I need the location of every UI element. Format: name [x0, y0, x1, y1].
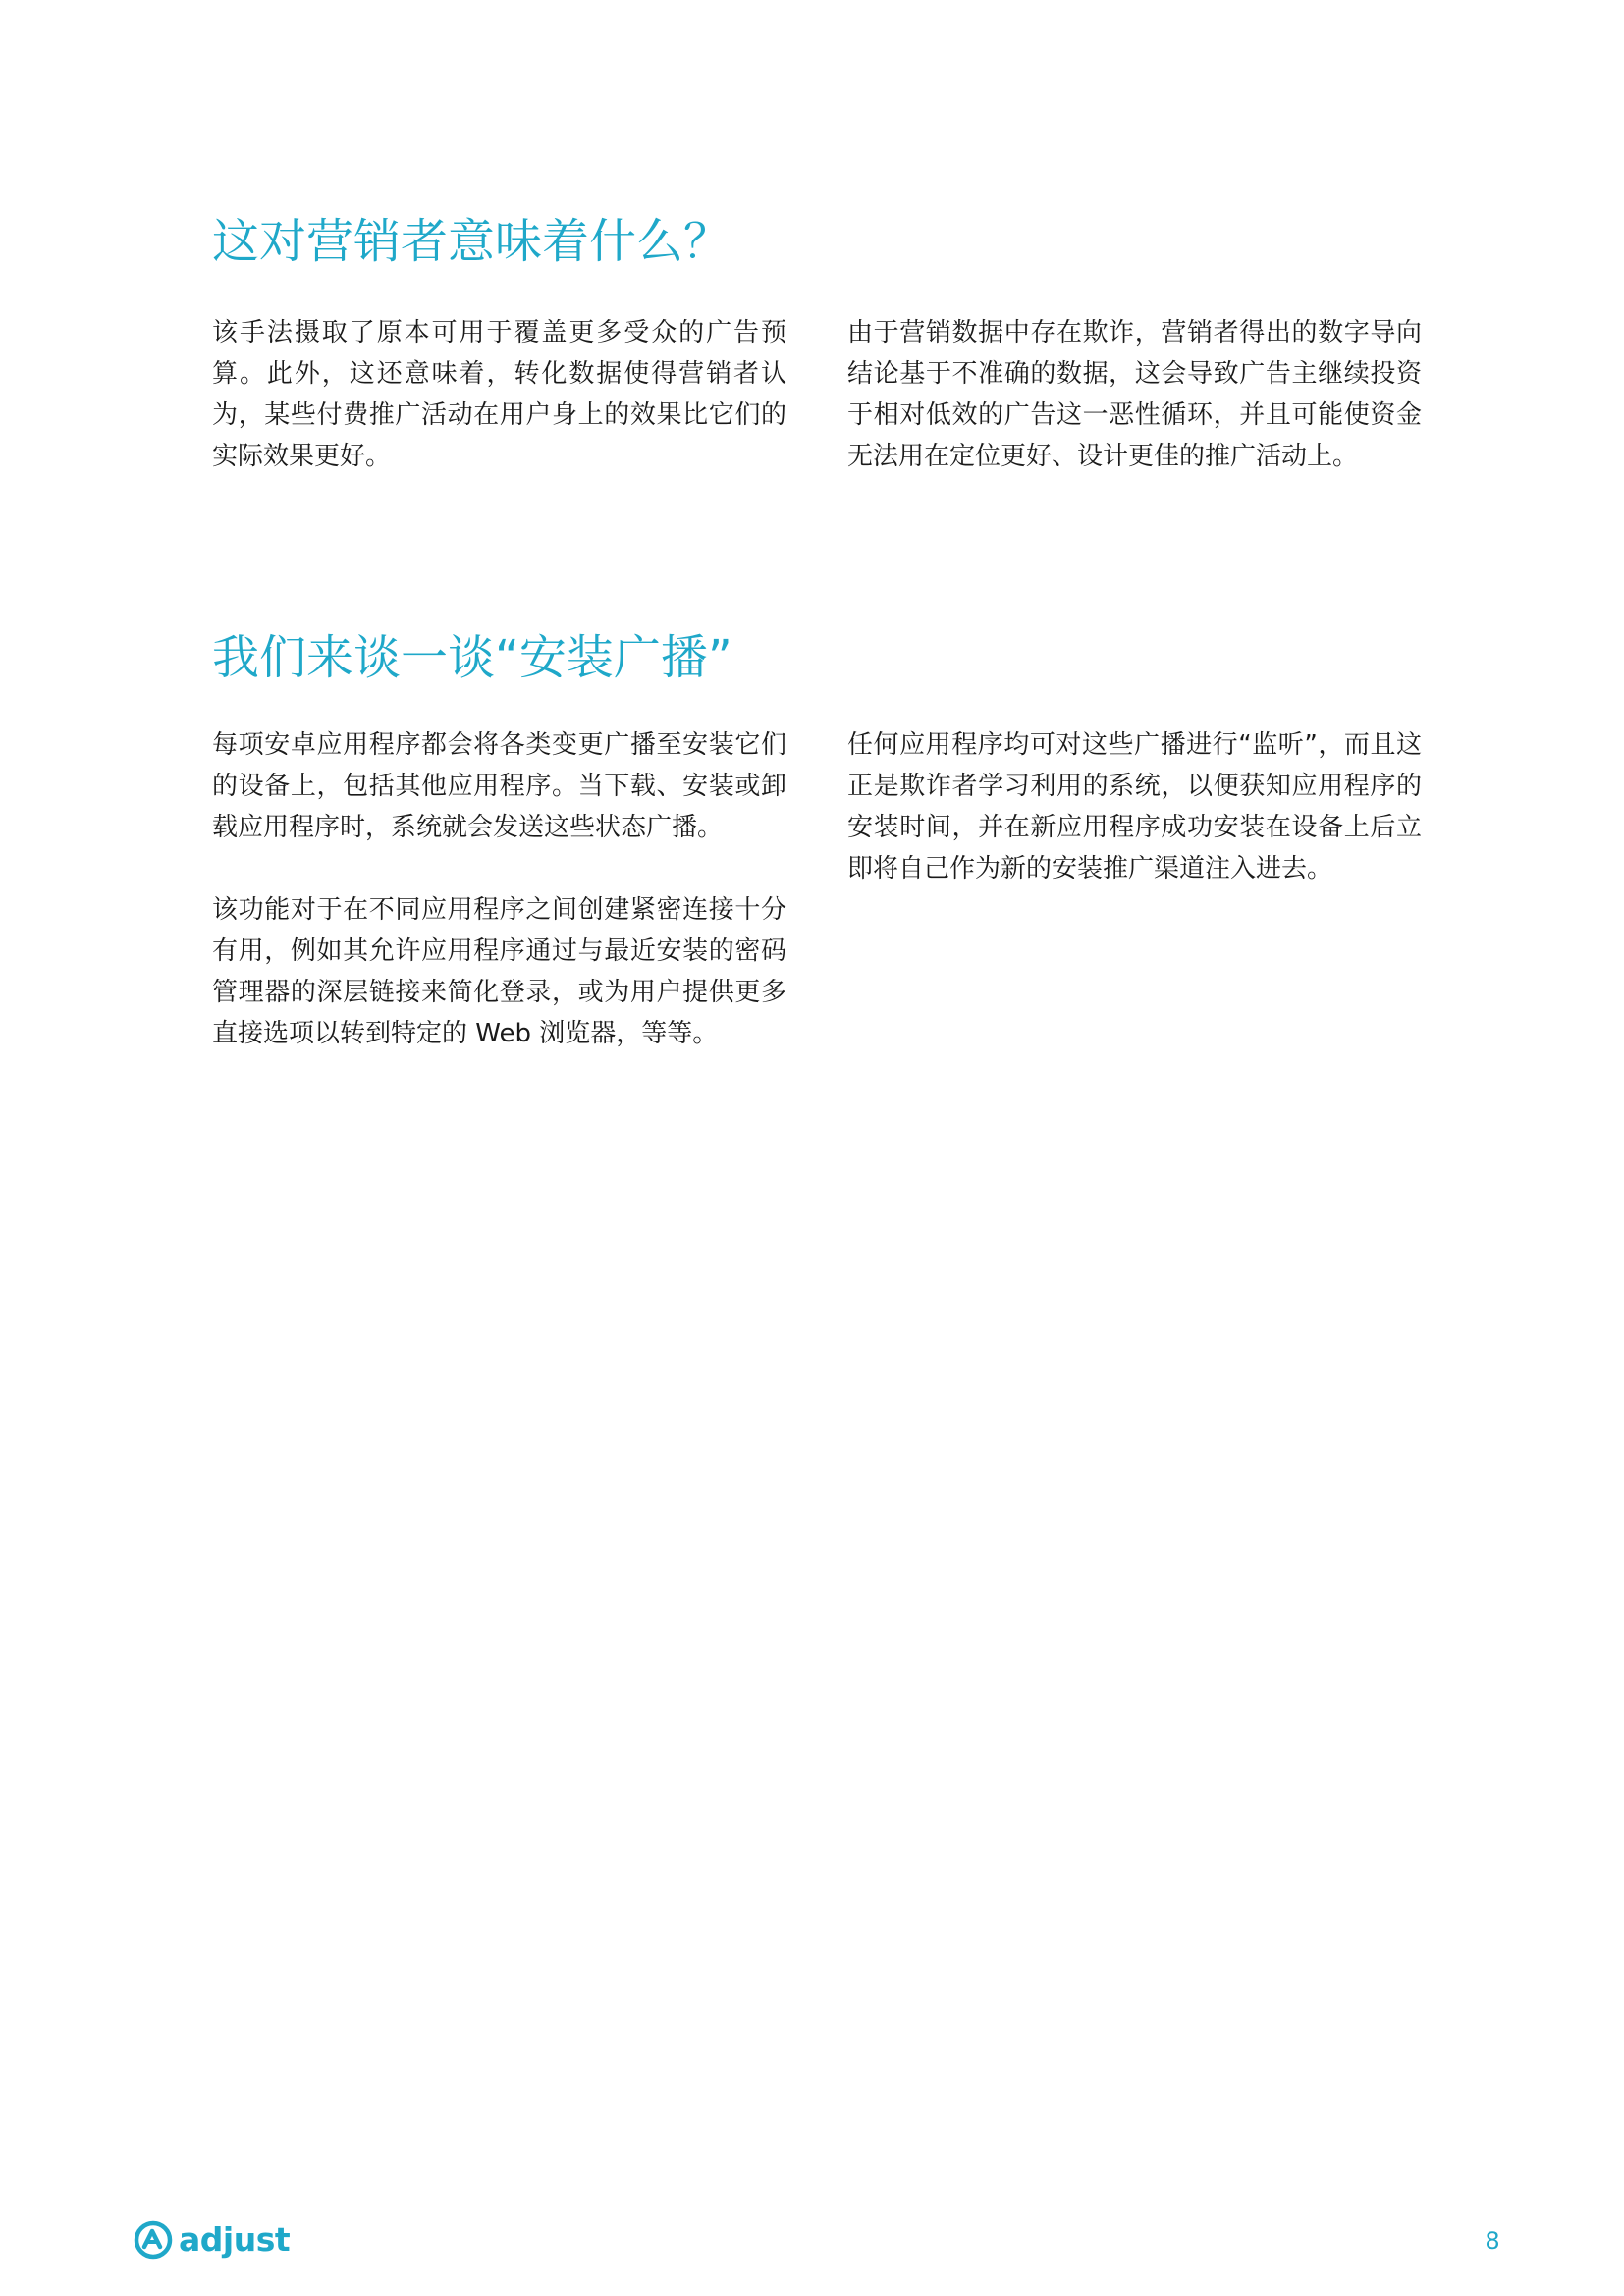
page-number: 8 — [1485, 2227, 1500, 2255]
section-heading-install-broadcast: 我们来谈一谈“安装广播” — [212, 630, 732, 685]
logo-wordmark: adjust — [179, 2220, 291, 2259]
section-1-left-column — [212, 312, 786, 518]
paragraph: 该手法摄取了原本可用于覆盖更多受众的广告预算。此外，这还意味着，转化数据使得营销者认为，某些付费推广活动在用户身上的效果比它们的实际效果更好。 — [212, 318, 786, 471]
adjust-logo-icon — [134, 2220, 173, 2260]
section-heading-marketer-meaning: 这对营销者意味着什么？ — [212, 214, 731, 269]
paragraph: 由于营销数据中存在欺诈，营销者得出的数字导向结论基于不准确的数据，这会导致广告主继续投资于相对低效的广告这一恶性循环，并且可能使资金无法用在定位更好、设计更佳的推广活动上。 — [847, 318, 1422, 471]
section-1-right-column — [847, 312, 1422, 518]
section-2-right-column — [847, 724, 1422, 931]
paragraph: 每项安卓应用程序都会将各类变更广播至安装它们的设备上，包括其他应用程序。当下载、安装或卸载应用程序时，系统就会发送这些状态广播。 — [212, 730, 786, 842]
section-2-left-column — [212, 724, 786, 1095]
paragraph: 该功能对于在不同应用程序之间创建紧密连接十分有用，例如其允许应用程序通过与最近安装的密码管理器的深层链接来简化登录，或为用户提供更多直接选项以转到特定的 Web 浏览器，等等。 — [212, 895, 786, 1048]
adjust-logo — [134, 2216, 290, 2264]
paragraph: 任何应用程序均可对这些广播进行“监听”，而且这正是欺诈者学习利用的系统，以便获知应用程序的安装时间，并在新应用程序成功安装在设备上后立即将自己作为新的安装推广渠道注入进去。 — [847, 730, 1422, 883]
